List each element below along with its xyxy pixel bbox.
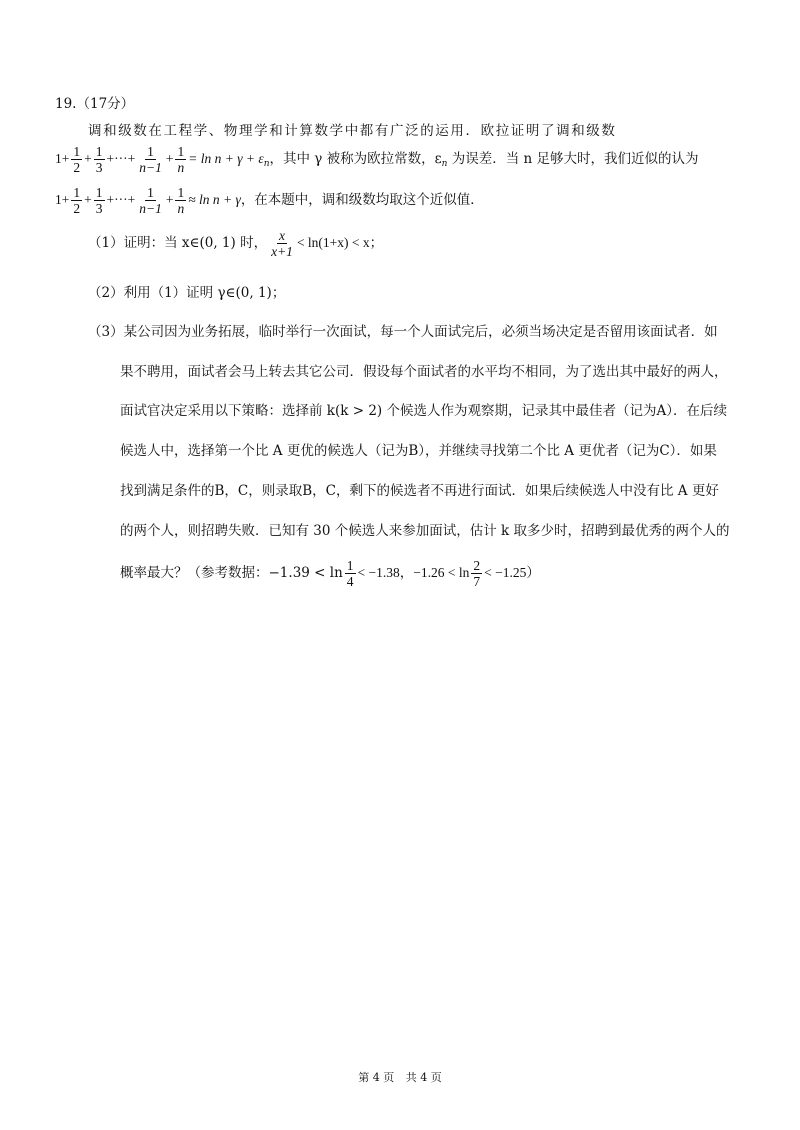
approximation-formula: 1+ $\frac{1}{2}$ + $\frac{1}{3}$ +···+ $\frac{1}{n-1}$ + $\frac{1}{n}$ ≈ ln n + γ，在本题中，调和级数均取这个近似值．: [55, 185, 484, 216]
page-total: 共 4 页: [405, 1071, 442, 1084]
page-footer: [0, 1069, 800, 1085]
part-3-line: 的两个人，则招聘失败．已知有 30 个候选人来参加面试，估计 k 取多少时，招聘到最优秀的两个人的: [120, 523, 730, 539]
part-1: （1）证明：当 x∈(0, 1) 时， $\frac{x}{x+1}$ < ln(1+x) < x；: [88, 228, 384, 259]
fraction: $\frac{x}{x+1}$: [271, 228, 293, 259]
fraction: $\frac{1}{n}$: [177, 144, 185, 175]
harmonic-series-formula: 1+ $\frac{1}{2}$ + $\frac{1}{3}$ +···+ $\frac{1}{n-1}$ + $\frac{1}{n}$ = $\ln n + \gamma + \varepsilon_n$，其中 γ 被称为欧拉常数，$\varepsilon_n$ 为误差．当 n 足够大时，我们近似的认为: [55, 144, 699, 175]
fraction: $\frac{1}{n-1}$: [139, 185, 162, 216]
fraction: $\frac{1}{2}$: [73, 185, 81, 216]
fraction: $\frac{1}{3}$: [95, 144, 103, 175]
fraction: $\frac{2}{7}$: [473, 558, 481, 589]
fraction: $\frac{1}{n}$: [177, 185, 185, 216]
part-3-line: 候选人中，选择第一个比 A 更优的候选人（记为B），并继续寻找第二个比 A 更优者（记为C）．如果: [120, 443, 717, 459]
fraction: $\frac{1}{n-1}$: [139, 144, 162, 175]
question-number: 19.: [55, 96, 77, 112]
part-3-line: （3）某公司因为业务拓展，临时举行一次面试，每一个人面试完后，必须当场决定是否留用该面试者．如: [88, 324, 718, 340]
part-3-line: 面试官决定采用以下策略：选择前 k(k > 2) 个候选人作为观察期，记录其中最佳者（记为A）．在后续: [120, 403, 727, 419]
fraction: $\frac{1}{3}$: [95, 185, 103, 216]
question-score: （17分）: [76, 96, 135, 112]
fraction: $\frac{1}{2}$: [73, 144, 81, 175]
intro-line-1: 调和级数在工程学、物理学和计算数学中都有广泛的运用．欧拉证明了调和级数: [88, 123, 617, 139]
fraction: $\frac{1}{4}$: [346, 558, 354, 589]
part-3-line: 果不聘用，面试者会马上转去其它公司．假设每个面试者的水平均不相同，为了选出其中最好的两人，: [120, 364, 728, 380]
part-3-reference-data: 概率最大？（参考数据：−1.39 < ln $\frac{1}{4}$ < −1.38，−1.26 < ln $\frac{2}{7}$ < −1.25）: [120, 558, 540, 589]
question-header: [55, 94, 134, 114]
part-2: （2）利用（1）证明 γ∈(0, 1)；: [88, 285, 286, 301]
page-number: 第 4 页: [358, 1071, 395, 1084]
part-3-line: 找到满足条件的B，C，则录取B，C，剩下的候选者不再进行面试．如果后续候选人中没有比 A 更好: [120, 483, 719, 499]
